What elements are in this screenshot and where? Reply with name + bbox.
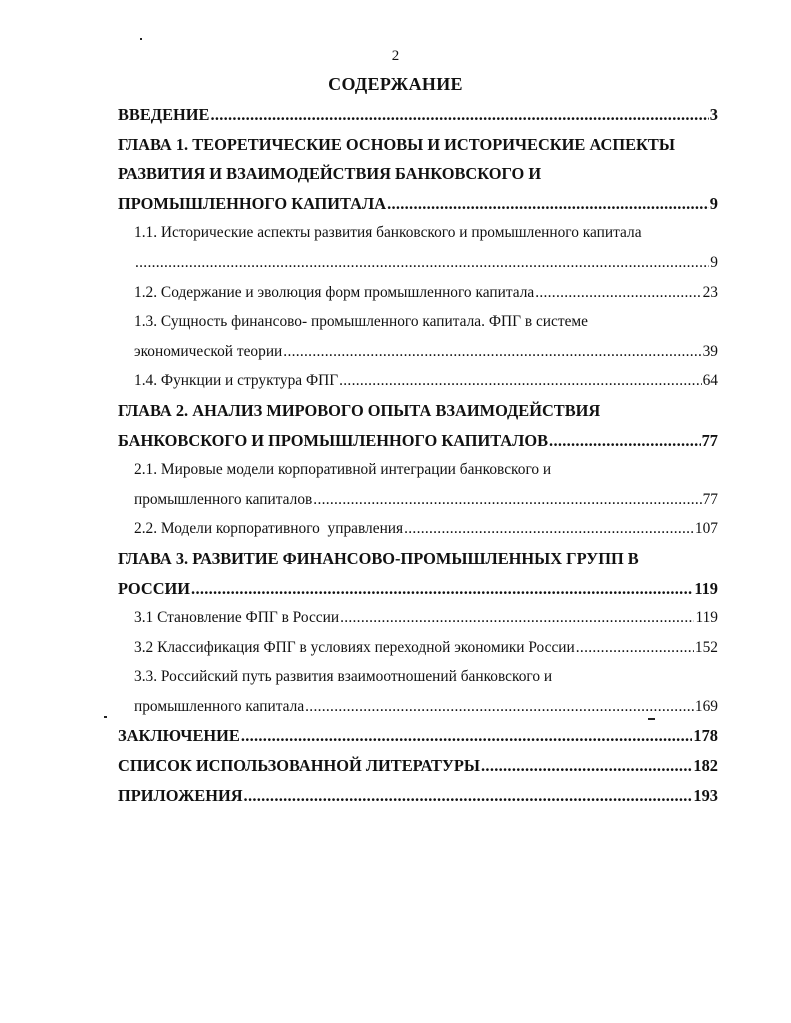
entry-text: ГЛАВА 1. ТЕОРЕТИЧЕСКИЕ ОСНОВЫ И ИСТОРИЧЕСКИЕ АСПЕКТЫ [118,134,675,154]
toc-entry-chapter-3-line-2[interactable] [118,574,718,604]
toc-entry-bibliography[interactable] [118,751,718,781]
entry-text: промышленного капитала [134,697,305,715]
entry-text: 2.2. Модели корпоративного управления [134,520,404,538]
entry-text: ВВЕДЕНИЕ [118,105,210,124]
entry-page: 193 [693,785,718,805]
entry-page: 9 [710,253,718,271]
toc-entry-appendices[interactable] [118,781,718,811]
entry-page: 3 [709,105,718,124]
leader-dots [305,692,694,722]
leader-dots [535,278,701,308]
entry-text: 1.1. Исторические аспекты развития банковского и промышленного капитала [134,224,642,242]
scan-speck [104,716,107,718]
entry-page: 77 [702,490,718,508]
toc-entry-2-1-line-2[interactable] [118,485,718,515]
entry-text: БАНКОВСКОГО И ПРОМЫШЛЕННОГО КАПИТАЛОВ [118,430,549,450]
entry-page: 119 [694,578,718,598]
entry-text: СПИСОК ИСПОЛЬЗОВАННОЙ ЛИТЕРАТУРЫ [118,756,481,776]
toc-entry-chapter-1-line-2[interactable] [118,159,718,189]
toc-entry-chapter-2-line-1[interactable] [118,396,718,426]
entry-page: 39 [702,342,718,360]
entry-page: 152 [694,638,718,656]
toc-entry-chapter-2-line-2[interactable] [118,426,718,456]
toc-entry-3-2[interactable] [118,633,718,663]
entry-page: 23 [702,283,718,301]
leader-dots [210,100,708,130]
toc-entry-1-4[interactable] [118,366,718,396]
entry-text: ГЛАВА 3. РАЗВИТИЕ ФИНАНСОВО-ПРОМЫШЛЕННЫХ ГРУПП В [118,548,639,568]
leader-dots [549,426,701,456]
leader-dots [481,751,692,781]
entry-text: ЗАКЛЮЧЕНИЕ [118,726,240,746]
toc-entry-3-1[interactable] [118,603,718,633]
entry-text: РАЗВИТИЯ И ВЗАИМОДЕЙСТВИЯ БАНКОВСКОГО И [118,164,542,184]
entry-page: 107 [694,520,718,538]
toc-entry-conclusion[interactable] [118,721,718,751]
entry-page: 9 [709,193,718,213]
entry-text: 3.2 Классификация ФПГ в условиях переходной экономики России [134,638,575,656]
leader-dots [241,721,693,751]
entry-text: 3.1 Становление ФПГ в России [134,609,340,627]
page-number: 2 [391,48,400,64]
entry-text: 2.1. Мировые модели корпоративной интеграции банковского и [134,461,552,479]
toc-title: СОДЕРЖАНИЕ [328,74,463,94]
entry-page: 77 [701,430,718,450]
leader-dots [340,603,694,633]
toc-entry-chapter-1-line-3[interactable] [118,189,718,219]
entry-text: экономической теории [134,342,283,360]
leader-dots [244,781,693,811]
leader-dots [135,248,709,278]
toc-entry-2-1-line-1[interactable] [118,455,718,485]
toc-entry-1-3-line-1[interactable] [118,307,718,337]
leader-dots [404,514,694,544]
entry-text: 1.2. Содержание и эволюция форм промышленного капитала [134,283,535,301]
table-of-contents [118,100,718,810]
entry-text: промышленного капиталов [134,490,313,508]
entry-text: РОССИИ [118,578,191,598]
leader-dots [313,485,701,515]
scan-speck [648,718,655,720]
entry-text: ГЛАВА 2. АНАЛИЗ МИРОВОГО ОПЫТА ВЗАИМОДЕЙСТВИЯ [118,400,601,420]
leader-dots [283,337,701,367]
entry-text: 1.3. Сущность финансово- промышленного капитала. ФПГ в системе [134,313,588,331]
leader-dots [576,633,694,663]
toc-entry-3-3-line-1[interactable] [118,662,718,692]
leader-dots [191,574,693,604]
toc-entry-1-3-line-2[interactable] [118,337,718,367]
entry-page: 64 [702,372,718,390]
entry-page: 119 [695,609,718,627]
entry-text: 1.4. Функции и структура ФПГ [134,372,339,390]
toc-entry-1-1-line-1[interactable] [118,218,718,248]
entry-text: 3.3. Российский путь развития взаимоотношений банковского и [134,668,553,686]
scan-speck [140,38,142,40]
toc-entry-introduction[interactable] [118,100,718,130]
leader-dots [339,366,701,396]
entry-text: ПРИЛОЖЕНИЯ [118,785,243,805]
toc-entry-chapter-1-line-1[interactable] [118,130,718,160]
toc-entry-1-1-line-2[interactable] [118,248,718,278]
toc-entry-3-3-line-2[interactable] [118,692,718,722]
entry-page: 169 [694,697,718,715]
entry-text: ПРОМЫШЛЕННОГО КАПИТАЛА [118,193,387,213]
entry-page: 182 [693,756,718,776]
toc-entry-2-2[interactable] [118,514,718,544]
leader-dots [387,189,709,219]
toc-entry-chapter-3-line-1[interactable] [118,544,718,574]
entry-page: 178 [693,726,718,746]
toc-entry-1-2[interactable] [118,278,718,308]
